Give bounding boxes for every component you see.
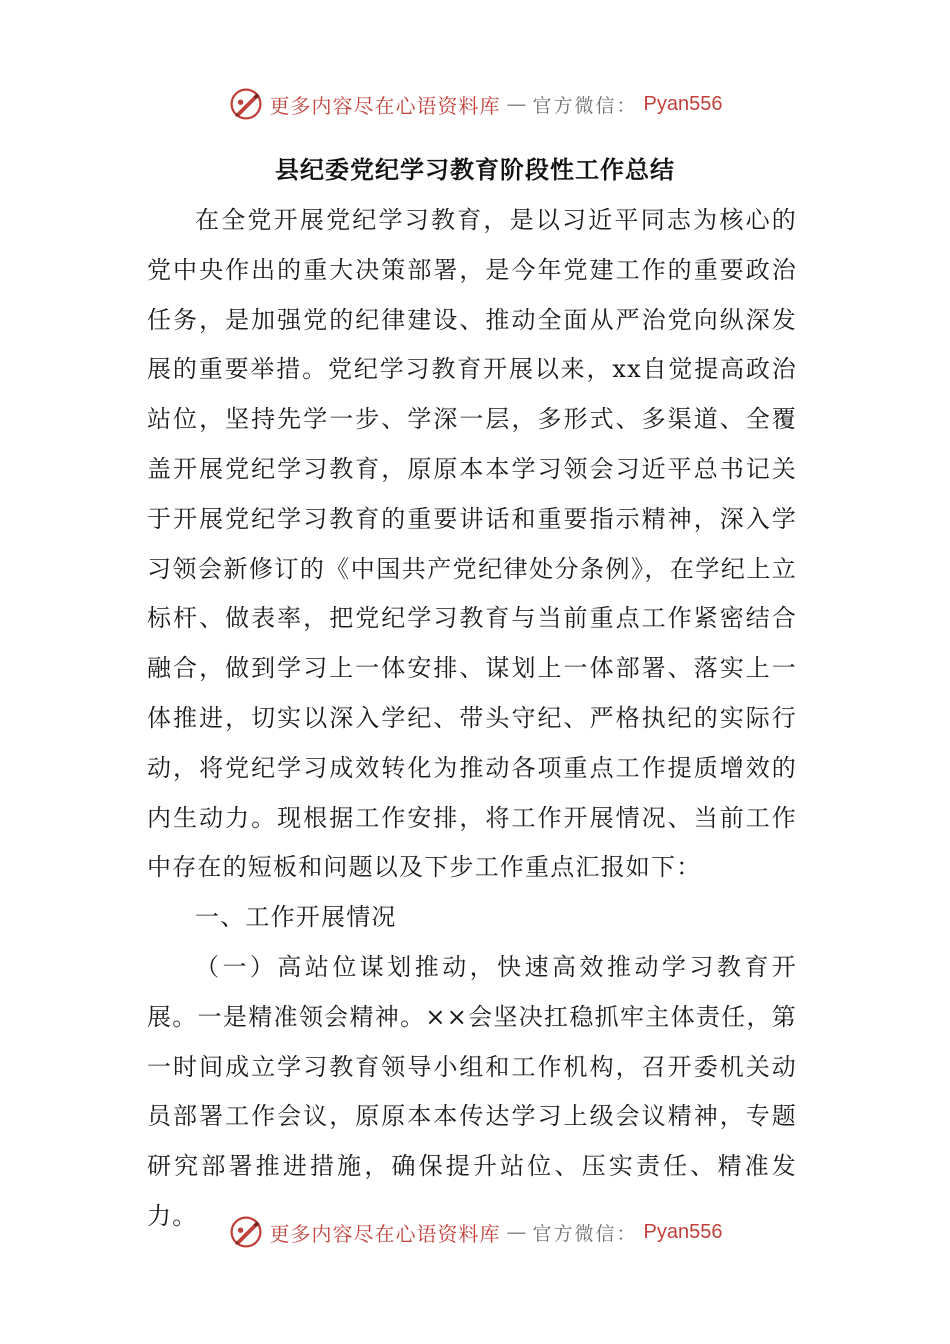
watermark-separator: — <box>506 1220 527 1244</box>
watermark-subtext: 官方微信： <box>532 1222 638 1245</box>
subsection-paragraph: （一）高站位谋划推动，快速高效推动学习教育开展。一是精准领会精神。××会坚决扛稳抓牢主体责任，第一时间成立学习教育领导小组和工作机构，召开委机关动员部署工作会议，原原本本传达学习上级会议精神，专题研究部署推进措施，确保提升站位、压实责任、精准发力。 <box>147 952 797 1230</box>
document-title: 县纪委党纪学习教育阶段性工作总结 <box>275 156 675 184</box>
watermark-wechat-id: Pyan556 <box>643 1220 723 1243</box>
pen-logo-icon <box>228 86 264 122</box>
pen-logo-icon <box>228 1214 264 1250</box>
intro-paragraph: 在全党开展党纪学习教育，是以习近平同志为核心的党中央作出的重大决策部署，是今年党建工作的重要政治任务，是加强党的纪律建设、推动全面从严治党向纵深发展的重要举措。党纪学习教育开展以来，xx自觉提高政治站位，坚持先学一步、学深一层，多形式、多渠道、全覆盖开展党纪学习教育，原原本本学习领会习近平总书记关于开展党纪学习教育的重要讲话和重要指示精神，深入学习领会新修订的《中国共产党纪律处分条例》，在学纪上立标杆、做表率，把党纪学习教育与当前重点工作紧密结合融合，做到学习上一体安排、谋划上一体部署、落实上一体推进，切实以深入学纪、带头守纪、严格执纪的实际行动，将党纪学习成效转化为推动各项重点工作提质增效的内生动力。现根据工作安排，将工作开展情况、当前工作中存在的短板和问题以及下步工作重点汇报如下： <box>147 206 797 882</box>
watermark-text: 更多内容尽在心语资料库 <box>269 1221 501 1246</box>
footer-watermark <box>0 1212 950 1252</box>
watermark-text: 更多内容尽在心语资料库 <box>269 93 501 118</box>
watermark-separator: — <box>506 92 527 116</box>
document-body <box>147 196 797 1242</box>
header-watermark <box>0 84 950 124</box>
watermark-subtext: 官方微信： <box>532 94 638 117</box>
watermark-wechat-id: Pyan556 <box>643 92 723 115</box>
section-heading: 一、工作开展情况 <box>195 903 397 932</box>
